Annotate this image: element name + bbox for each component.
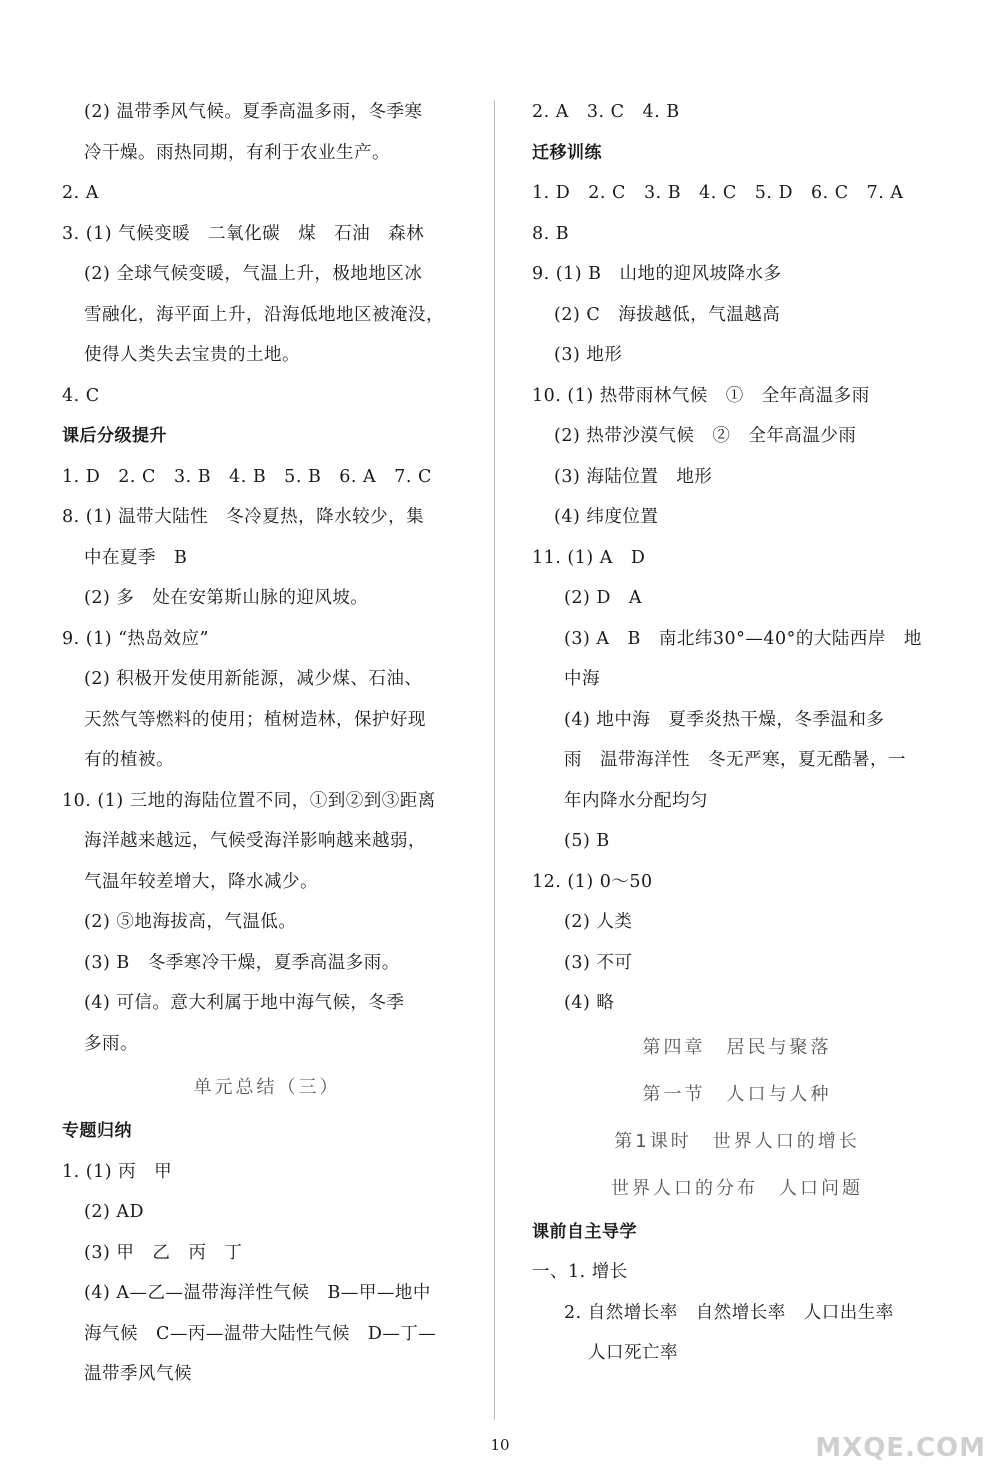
left-line: 海气候 C—丙—温带大陆性气候 D—丁— — [84, 1323, 437, 1344]
right-line: (2) C 海拔越低，气温越高 — [554, 304, 781, 325]
left-line: 2. A — [62, 183, 99, 203]
right-line: 2. 自然增长率 自然增长率 人口出生率 — [564, 1302, 894, 1323]
right-line: 人口死亡率 — [588, 1343, 678, 1363]
left-line: (2) 温带季风气候。夏季高温多雨，冬季寒 — [84, 102, 423, 122]
right-line: 9. (1) B 山地的迎风坡降水多 — [532, 264, 782, 284]
page-number: 10 — [490, 1436, 510, 1454]
left-line: (2) 多 处在安第斯山脉的迎风坡。 — [84, 588, 369, 608]
right-line: (4) 纬度位置 — [554, 507, 659, 527]
left-line: 有的植被。 — [84, 750, 174, 770]
left-line: 8. (1) 温带大陆性 冬冷夏热，降水较少，集 — [62, 507, 425, 527]
right-column — [532, 92, 942, 1374]
right-line: 雨 温带海洋性 冬无严寒，夏无酷暑，一 — [564, 750, 906, 770]
right-line: 迁移训练 — [532, 142, 602, 163]
right-line: 一、1. 增长 — [532, 1262, 628, 1282]
left-line: 单元总结（三） — [193, 1077, 341, 1098]
right-line: (5) B — [564, 831, 610, 851]
left-line: (2) ⑤地海拔高，气温低。 — [84, 912, 297, 932]
left-line: 气温年较差增大，降水减少。 — [84, 871, 318, 892]
left-line: 1. (1) 丙 甲 — [62, 1161, 173, 1182]
left-line: 雪融化，海平面上升，沿海低地地区被淹没， — [84, 304, 444, 325]
right-line: 中海 — [564, 669, 600, 689]
right-line: (2) 人类 — [564, 912, 633, 932]
right-line: 10. (1) 热带雨林气候 ① 全年高温多雨 — [532, 385, 870, 406]
left-line: (4) A—乙—温带海洋性气候 B—甲—地中 — [84, 1283, 431, 1303]
left-line: 使得人类失去宝贵的土地。 — [84, 345, 300, 365]
right-line: 世界人口的分布 人口问题 — [611, 1177, 863, 1199]
left-line: (4) 可信。意大利属于地中海气候，冬季 — [84, 993, 405, 1013]
left-line: 9. (1) “热岛效应” — [62, 628, 210, 649]
right-line: (3) 海陆位置 地形 — [554, 466, 713, 487]
left-line: (3) 甲 乙 丙 丁 — [84, 1242, 243, 1263]
right-line: (2) 热带沙漠气候 ② 全年高温少雨 — [554, 426, 857, 446]
left-line: 温带季风气候 — [84, 1364, 192, 1384]
right-line: 1. D 2. C 3. B 4. C 5. D 6. C 7. A — [532, 183, 904, 203]
left-line: (3) B 冬季寒冷干燥，夏季高温多雨。 — [84, 952, 400, 973]
right-line: (3) 不可 — [564, 952, 633, 973]
right-line: 11. (1) A D — [532, 547, 646, 568]
right-line: 2. A 3. C 4. B — [532, 102, 680, 122]
left-line: (2) 全球气候变暖，气温上升，极地地区冰 — [84, 264, 423, 284]
left-line: 中在夏季 B — [84, 547, 188, 568]
right-line: 第1课时 世界人口的增长 — [614, 1130, 860, 1152]
left-line: 多雨。 — [84, 1033, 138, 1054]
left-line: 1. D 2. C 3. B 4. B 5. B 6. A 7. C — [62, 466, 432, 487]
left-line: 课后分级提升 — [62, 426, 167, 446]
right-line: (4) 略 — [564, 993, 615, 1013]
left-column — [62, 92, 472, 1395]
right-line: (2) D A — [564, 588, 643, 608]
left-line: 冷干燥。雨热同期，有利于农业生产。 — [84, 142, 390, 163]
column-divider — [494, 100, 495, 1420]
watermark: MXQE.COM — [815, 1433, 986, 1463]
left-line: 专题归纳 — [62, 1121, 132, 1141]
right-line: (3) A B 南北纬30°—40°的大陆西岸 地 — [564, 628, 922, 649]
right-line: 第一节 人口与人种 — [642, 1083, 832, 1105]
left-line: (2) AD — [84, 1202, 145, 1222]
right-line: 12. (1) 0～50 — [532, 871, 653, 892]
left-line: 3. (1) 气候变暖 二氧化碳 煤 石油 森林 — [62, 223, 425, 244]
right-line: 课前自主导学 — [532, 1221, 637, 1242]
left-line: (2) 积极开发使用新能源，减少煤、石油、 — [84, 669, 423, 689]
right-line: 第四章 居民与聚落 — [642, 1036, 832, 1058]
left-line: 10. (1) 三地的海陆位置不同，①到②到③距离 — [62, 790, 436, 811]
right-line: (4) 地中海 夏季炎热干燥，冬季温和多 — [564, 709, 885, 730]
right-line: 年内降水分配均匀 — [564, 790, 708, 811]
left-line: 4. C — [62, 385, 100, 406]
right-line: 8. B — [532, 223, 570, 244]
left-line: 海洋越来越远，气候受海洋影响越来越弱， — [84, 831, 426, 851]
left-line: 天然气等燃料的使用；植树造林，保护好现 — [84, 709, 426, 730]
right-line: (3) 地形 — [554, 345, 623, 365]
